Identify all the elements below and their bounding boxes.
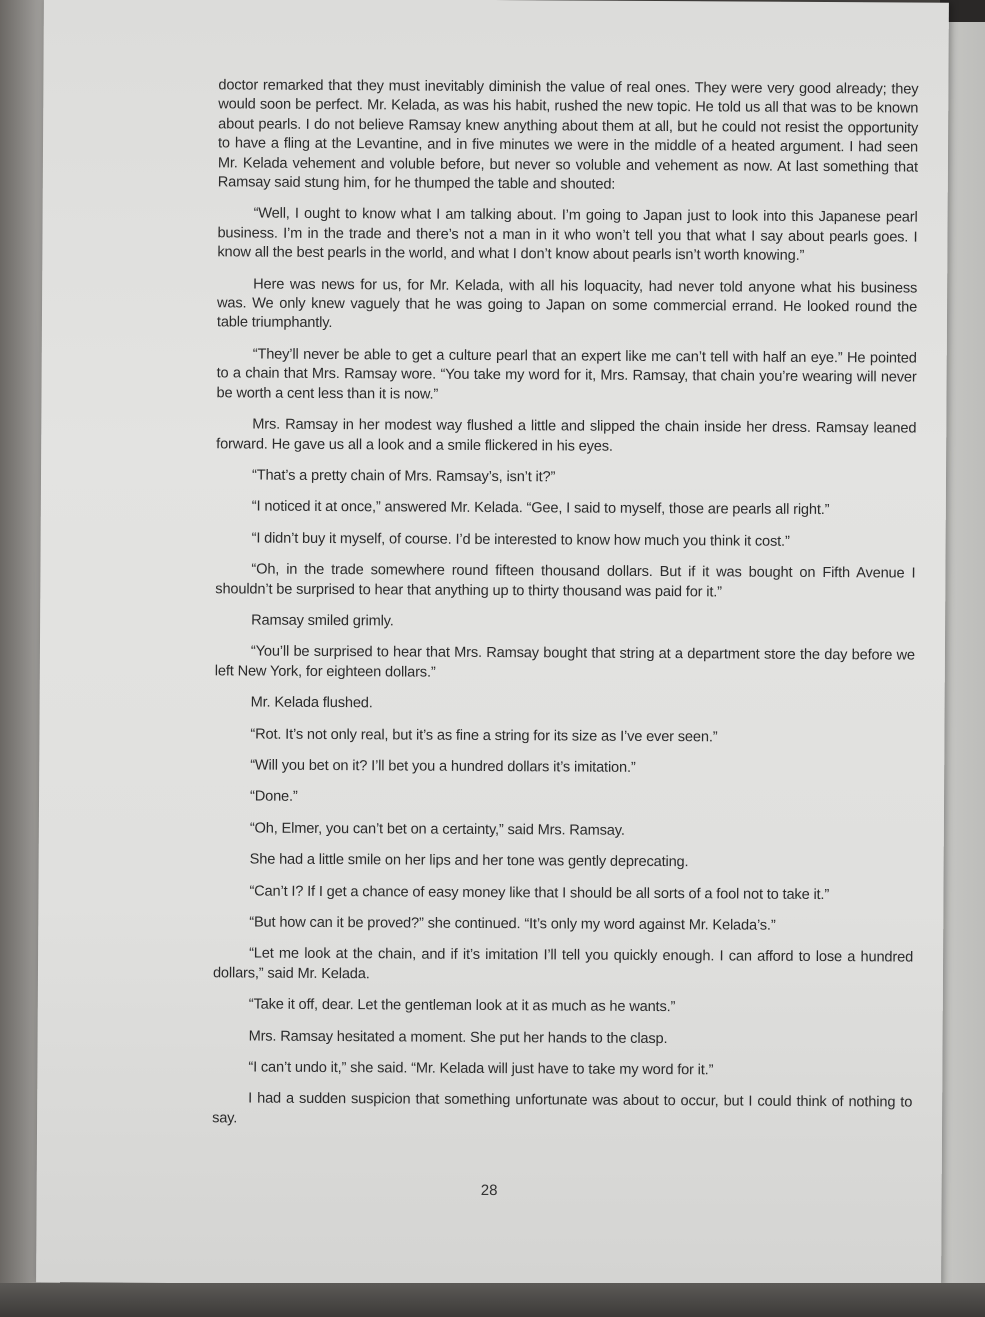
paragraph: “That’s a pretty chain of Mrs. Ramsay’s, isn’t it?” [251, 467, 556, 486]
paragraph: She had a little smile on her lips and her tone was gently deprecating. [249, 851, 689, 871]
paragraph: Ramsay smiled grimly. [251, 612, 394, 630]
book-page [36, 0, 949, 1288]
paragraph: “Will you bet on it? I’ll bet you a hundred dollars it’s imitation.” [250, 757, 636, 776]
paragraph: “Well, I ought to know what I am talking about. I’m going to Japan just to look into this Japanese pearl business. I’m in the trade and there’s not a man in it who won’t tell you that what I say about pearls goes. I know all the best pearls in the world, and what I don’t know about pearls isn’t worth knowing.” [217, 205, 918, 265]
paragraph: “Oh, Elmer, you can’t bet on a certainty,” said Mrs. Ramsay. [249, 820, 625, 839]
paragraph: “You’ll be surprised to hear that Mrs. Ramsay bought that string at a department store the day before we left New York, for eighteen dollars.” [214, 643, 915, 681]
paragraph: Mrs. Ramsay hesitated a moment. She put her hands to the clasp. [248, 1028, 668, 1047]
paragraph: Mrs. Ramsay in her modest way flushed a little and slipped the chain inside her dress. Ramsay leaned forward. He gave us all a look and a smile flickered in his eyes. [216, 416, 917, 455]
paragraph: “But how can it be proved?” she continued. “It’s only my word against Mr. Kelada’s.” [249, 914, 776, 934]
paragraph: “I noticed it at once,” answered Mr. Kelada. “Gee, I said to myself, those are pearls all right.” [251, 498, 830, 519]
paragraph: doctor remarked that they must inevitably diminish the value of real ones. They were very good already; they would soon be perfect. Mr. Kelada, as was his habit, rushed the new topic. He told us all that was to be known about pearls. I do not believe Ramsay knew anything about them at all, but he could not resist the opportunity to have a fling at the Levantine, and in five minutes we were in the middle of a heated argument. I had seen Mr. Kelada vehement and voluble before, but never so voluble and vehement as now. At last something that Ramsay said stung him, for he thumped the table and shouted: [217, 77, 919, 193]
paragraph: “Take it off, dear. Let the gentleman look at it as much as he wants.” [248, 996, 676, 1016]
body-text [212, 76, 918, 1145]
paragraph: “Let me look at the chain, and if it’s imitation I’ll tell you quickly enough. I can afford to lose a hundred dollars,” said Mr. Kelada. [212, 945, 914, 983]
paragraph: “Done.” [250, 788, 298, 806]
table-surface [0, 1283, 985, 1317]
paragraph: “They’ll never be able to get a culture pearl that an expert like me can’t tell with half an eye.” He pointed to a chain that Mrs. Ramsay wore. “You take my word for it, Mrs. Ramsay, that chain you’re wearing will never be worth a cent less than it is now.” [216, 346, 917, 403]
paragraph: “Can’t I? If I get a chance of easy money like that I should be all sorts of a fool not to take it.” [249, 883, 830, 903]
paragraph: “I didn’t buy it myself, of course. I’d be interested to know how much you think it cost.” [251, 530, 790, 550]
paragraph: “Oh, in the trade somewhere round fifteen thousand dollars. But if it was bought on Fifth Avenue I shouldn’t be surprised to hear that anything up to thirty thousand was paid for it.” [215, 561, 916, 600]
paragraph: “Rot. It’s not only real, but it’s as fine a string for its size as I’ve ever seen.” [250, 726, 718, 745]
paragraph: Mr. Kelada flushed. [250, 694, 373, 712]
paragraph: “I can’t undo it,” she said. “Mr. Kelada will just have to take my word for it.” [248, 1059, 714, 1079]
paragraph: I had a sudden suspicion that something unfortunate was about to occur, but I could think of nothing to say. [212, 1090, 913, 1127]
paragraph: Here was news for us, for Mr. Kelada, with all his loquacity, had never told anyone what his business was. We only knew vaguely that he was going to Japan on some commercial errand. He looked round the table triumphantly. [216, 276, 918, 332]
page-number: 28 [480, 1181, 498, 1200]
